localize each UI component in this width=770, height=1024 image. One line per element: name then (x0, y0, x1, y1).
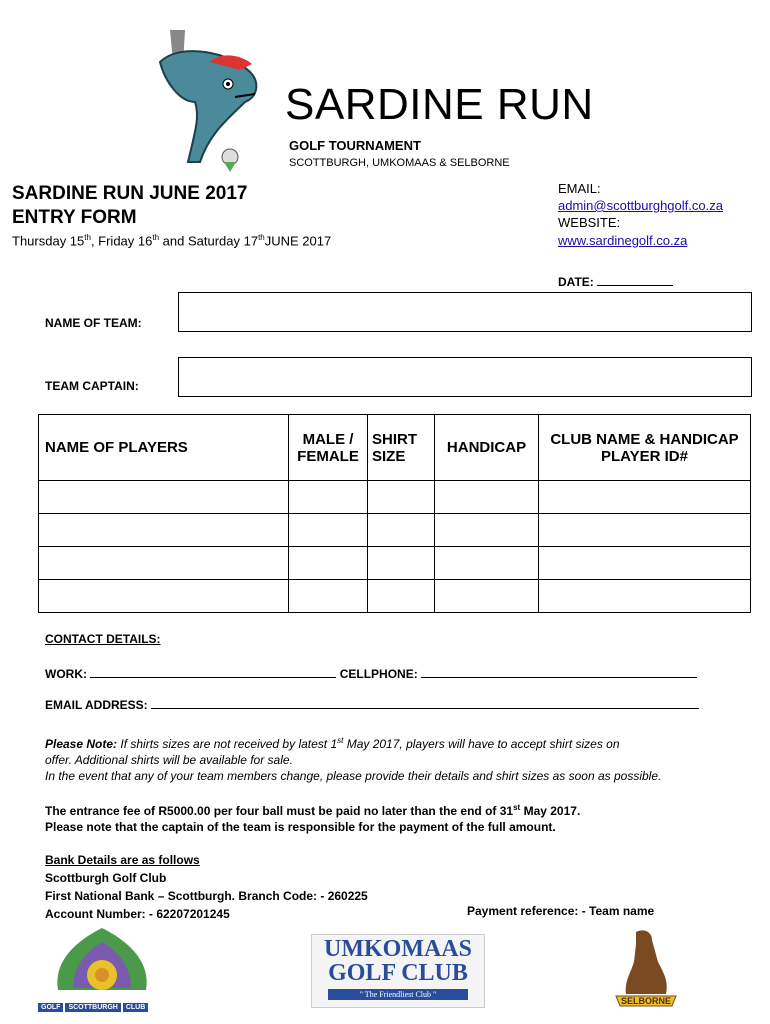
handicap-cell[interactable] (435, 481, 539, 514)
selborne-logo-text: SELBORNE (620, 996, 672, 1006)
bank-account: Account Number: - 62207201245 (45, 907, 230, 921)
players-header-row (39, 415, 751, 481)
greyhound-emblem-icon (596, 922, 696, 1018)
date-label: DATE: (558, 275, 594, 289)
club-cell[interactable] (539, 481, 751, 514)
scottburgh-logo-club: CLUB (123, 1003, 148, 1012)
umkomaas-logo-line-2: GOLF CLUB (328, 960, 468, 986)
sardine-mascot-logo (140, 22, 270, 174)
date-text-4: JUNE 2017 (264, 233, 332, 249)
shirt-cell[interactable] (368, 547, 435, 580)
umkomaas-logo-tagline: " The Friendliest Club " (328, 989, 468, 1000)
header-club-handicap-id: CLUB NAME & HANDICAP PLAYER ID# (539, 415, 751, 481)
note-label: Please Note: (45, 737, 118, 751)
date-text-2: , Friday 16 (90, 233, 153, 249)
club-cell[interactable] (539, 580, 751, 613)
player-name-cell[interactable] (39, 547, 289, 580)
player-row (39, 481, 751, 514)
entrance-fee (45, 800, 580, 835)
team-name-input[interactable] (178, 292, 752, 332)
shirt-cell[interactable] (368, 481, 435, 514)
note-text-1: If shirts sizes are not received by latest 1 (117, 737, 338, 751)
player-name-cell[interactable] (39, 580, 289, 613)
protea-flower-icon (38, 920, 166, 998)
please-note (45, 733, 745, 784)
club-cell[interactable] (539, 514, 751, 547)
note-line-2: offer. Additional shirts will be available for sale. (45, 753, 293, 767)
bank-club: Scottburgh Golf Club (45, 871, 167, 885)
date-text-1: Thursday 15 (12, 233, 85, 249)
tournament-subtitle: GOLF TOURNAMENT (289, 138, 421, 153)
cellphone-label: CELLPHONE: (339, 667, 418, 681)
email-link[interactable]: admin@scottburghgolf.co.za (558, 198, 723, 213)
player-name-cell[interactable] (39, 481, 289, 514)
work-label: WORK: (45, 667, 87, 681)
email-address-field[interactable] (45, 698, 699, 712)
fee-text-2: May 2017. (520, 804, 581, 818)
players-table (38, 414, 751, 613)
gender-cell[interactable] (289, 514, 368, 547)
selborne-logo (596, 922, 696, 1018)
note-line-3: In the event that any of your team members change, please provide their details and shirt sizes as soon as possible. (45, 769, 662, 783)
handicap-cell[interactable] (435, 580, 539, 613)
bank-branch: First National Bank – Scottburgh. Branch Code: - 260225 (45, 889, 368, 903)
note-text-2: May 2017, players will have to accept shirt sizes on (343, 737, 620, 751)
date-field[interactable] (558, 275, 673, 289)
shirt-cell[interactable] (368, 580, 435, 613)
contact-details-heading: CONTACT DETAILS: (45, 632, 161, 646)
fee-line-2: Please note that the captain of the team is responsible for the payment of the full amount. (45, 820, 556, 834)
website-label: WEBSITE: (558, 215, 621, 230)
work-field[interactable] (45, 667, 697, 681)
date-sup-2: th (152, 233, 160, 242)
website-link[interactable]: www.sardinegolf.co.za (558, 233, 688, 248)
event-dates (12, 233, 331, 248)
scottburgh-logo-name: SCOTTBURGH (65, 1003, 120, 1012)
bank-heading: Bank Details are as follows (45, 853, 200, 867)
scottburgh-golf-club-logo (38, 920, 166, 1012)
gender-cell[interactable] (289, 547, 368, 580)
date-sup-1: th (84, 233, 91, 242)
fee-text-1: The entrance fee of R5000.00 per four ball must be paid no later than the end of 31 (45, 804, 514, 818)
email-label: EMAIL: (558, 181, 601, 196)
form-heading-1: SARDINE RUN JUNE 2017 (12, 183, 248, 204)
payment-reference: Payment reference: - Team name (467, 904, 655, 918)
header-gender: MALE / FEMALE (289, 415, 368, 481)
gender-cell[interactable] (289, 481, 368, 514)
shirt-cell[interactable] (368, 514, 435, 547)
form-heading-2: ENTRY FORM (12, 207, 137, 228)
player-row (39, 547, 751, 580)
bank-details (45, 851, 368, 923)
umkomaas-golf-club-logo (311, 934, 485, 1008)
fee-sup: st (513, 803, 521, 812)
scottburgh-logo-golf: GOLF (38, 1003, 63, 1012)
player-row (39, 580, 751, 613)
date-text-3: and Saturday 17 (159, 233, 259, 249)
handicap-cell[interactable] (435, 547, 539, 580)
header-shirt-size: SHIRT SIZE (368, 415, 435, 481)
note-sup: st (337, 736, 344, 745)
tournament-venues: SCOTTBURGH, UMKOMAAS & SELBORNE (289, 157, 510, 169)
team-captain-input[interactable] (178, 357, 752, 397)
team-captain-label: TEAM CAPTAIN: (45, 379, 139, 393)
header-name-of-players: NAME OF PLAYERS (39, 415, 289, 481)
club-cell[interactable] (539, 547, 751, 580)
umkomaas-logo-line-1: UMKOMAAS (324, 936, 472, 962)
date-sup-3: th (258, 233, 265, 242)
email-address-label: EMAIL ADDRESS: (45, 698, 148, 712)
gender-cell[interactable] (289, 580, 368, 613)
player-row (39, 514, 751, 547)
player-name-cell[interactable] (39, 514, 289, 547)
team-name-label: NAME OF TEAM: (45, 316, 142, 330)
tournament-title: SARDINE RUN (285, 80, 594, 129)
header-handicap: HANDICAP (435, 415, 539, 481)
handicap-cell[interactable] (435, 514, 539, 547)
